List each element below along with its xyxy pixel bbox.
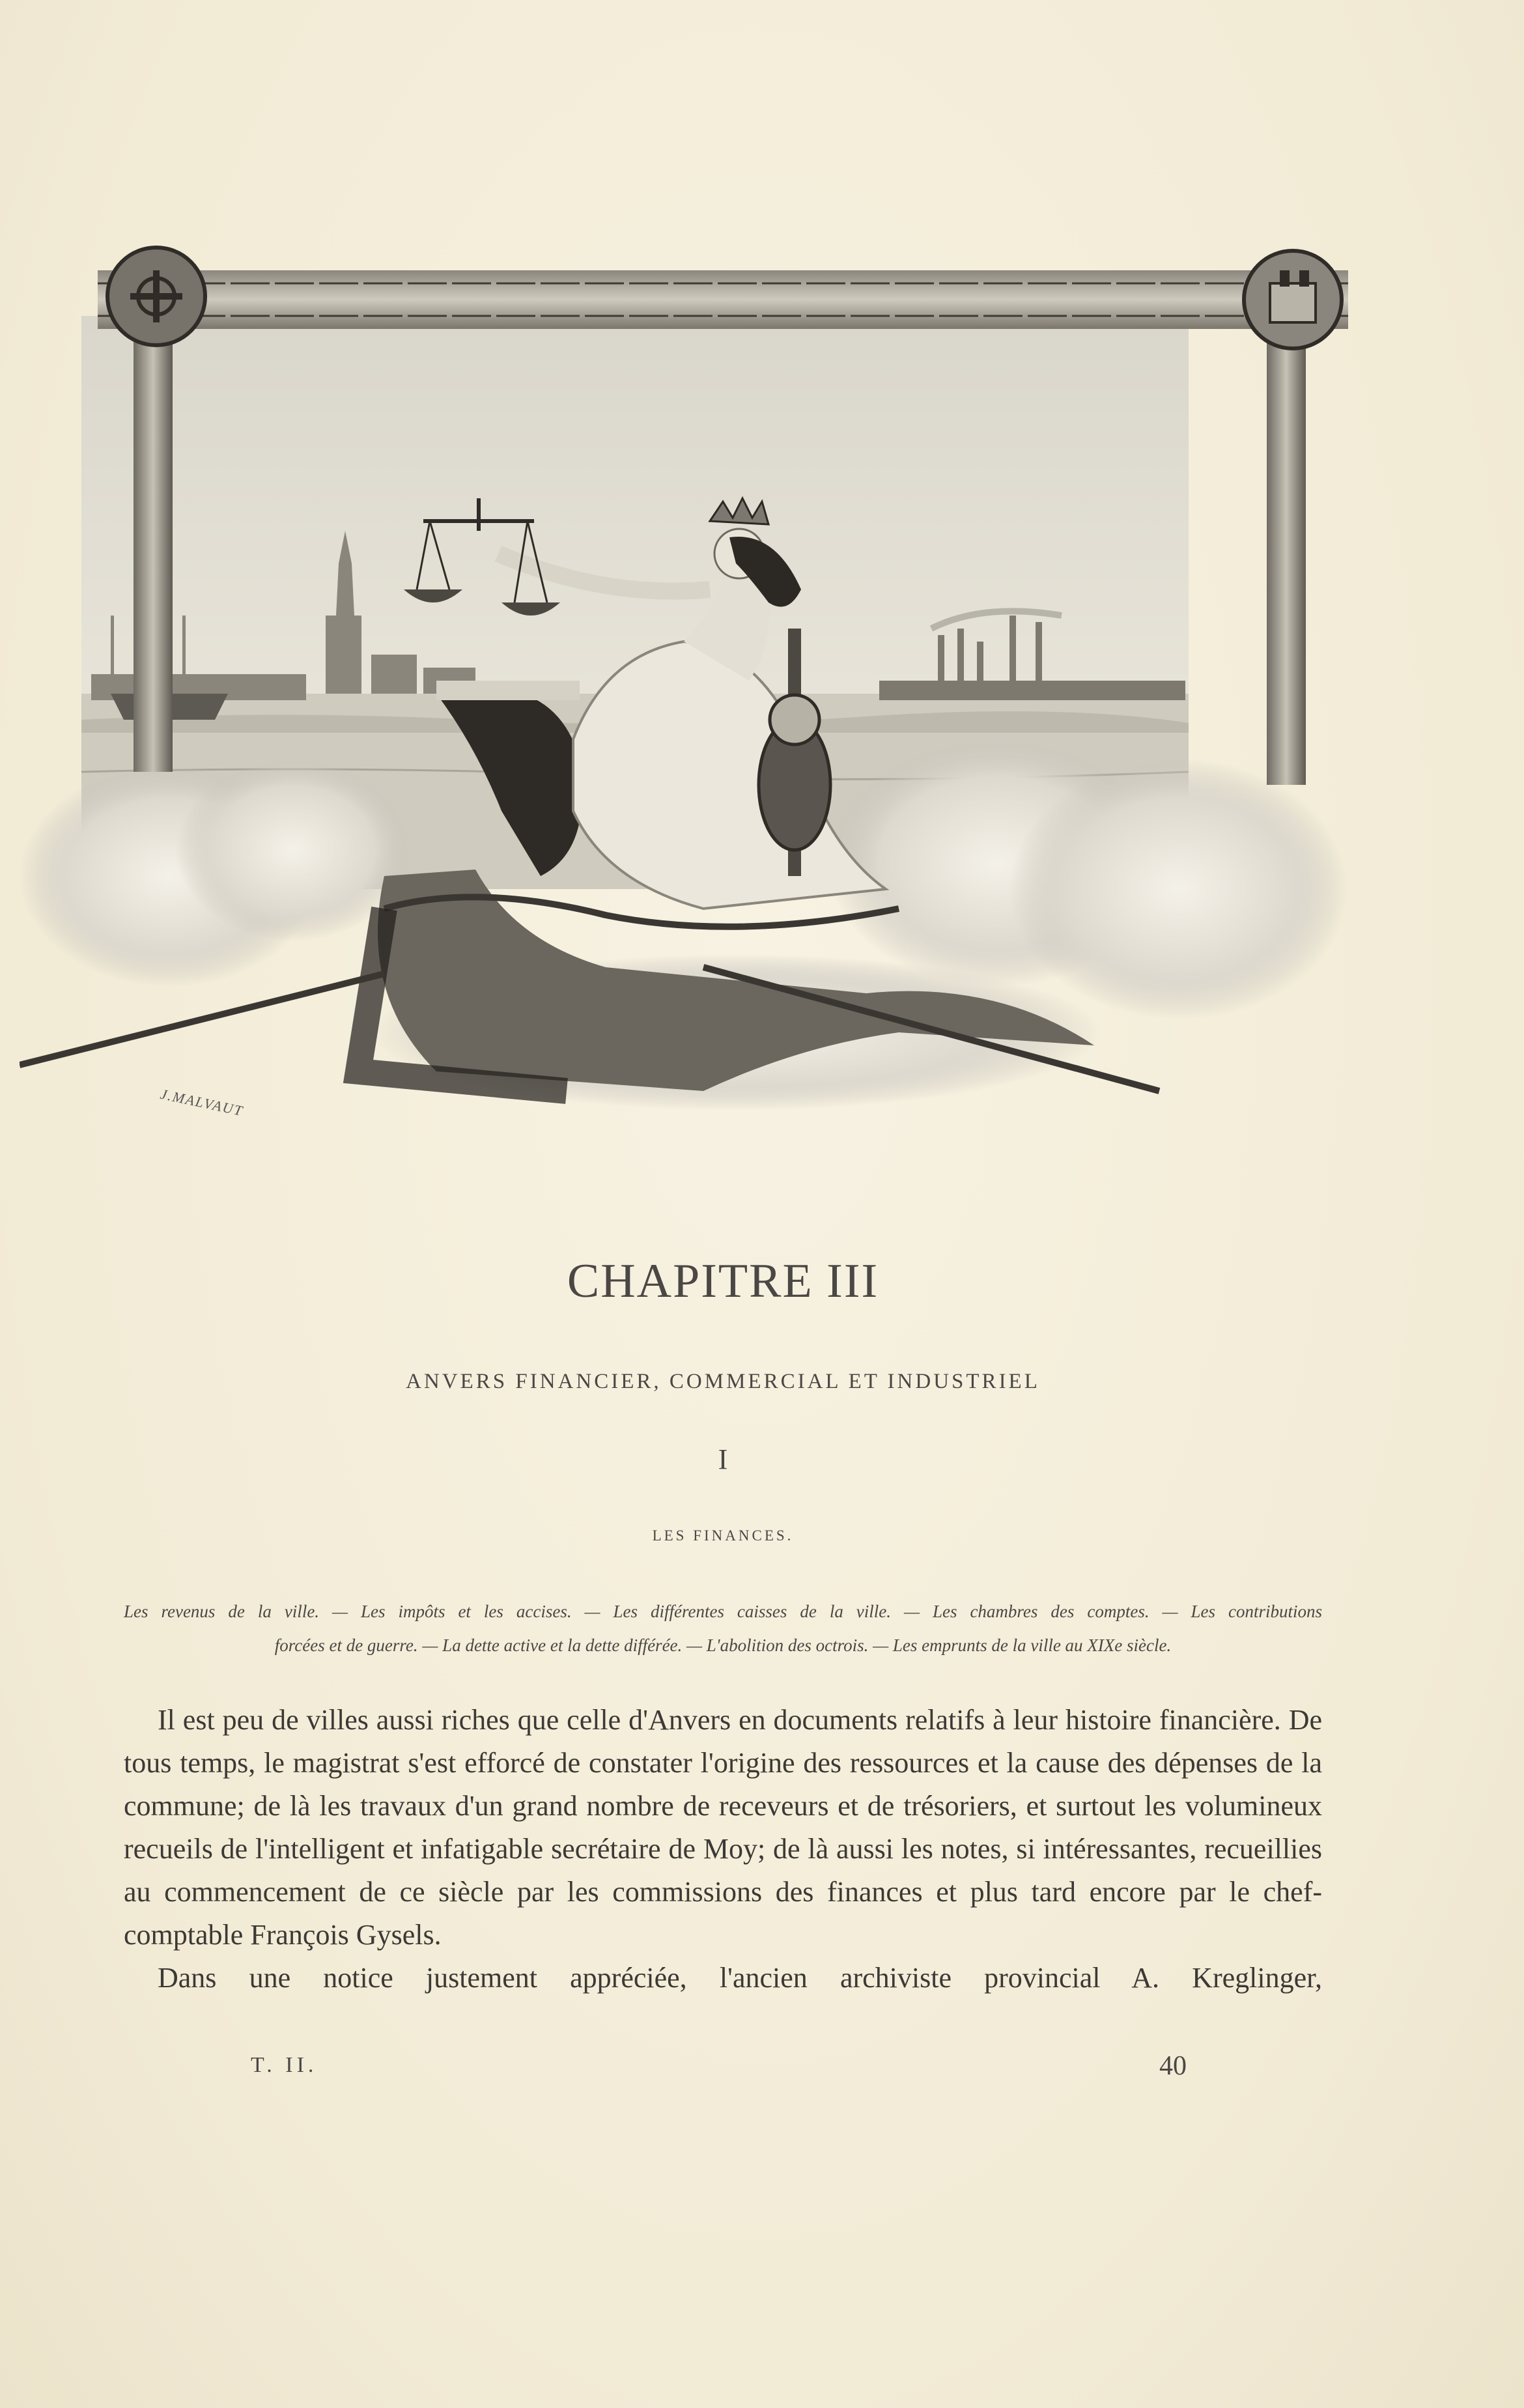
chapter-subtitle: ANVERS FINANCIER, COMMERCIAL ET INDUSTRIEL <box>406 1370 1040 1393</box>
section-title: LES FINANCES. <box>652 1527 794 1544</box>
paragraph-2: Dans une notice justement appréciée, l'ancien archiviste provincial A. Kreglinger, <box>158 1962 1322 1994</box>
summary-line-2: forcées et de guerre. — La dette active et la dette différée. — L'abolition des octrois. — Les emprunts de la ville au XIXe siècle. <box>274 1636 1172 1655</box>
volume-signature: T. II. <box>251 2053 318 2077</box>
chapter-illustration <box>20 225 1374 1150</box>
illustrator-signature: J.MALVAUT <box>158 1085 246 1120</box>
chapter-title: CHAPITRE III <box>567 1254 879 1308</box>
paragraph-1: Il est peu de villes aussi riches que celle d'Anvers en documents relatifs à leur histoire financière. De tous temps, le magistrat s'est efforcé de constater l'origine des ressources et la cause des dépenses de la commune; de là les travaux d'un grand nombre de receveurs et de trésoriers, et surtout les volumineux recueils de l'intelligent et infatigable secrétaire de Moy; de là aussi les notes, si intéressantes, recueillies au commencement de ce siècle par les commissions des finances et plus tard encore par le chef-comptable François Gysels. <box>124 1704 1322 1951</box>
page-number: 40 <box>1159 2051 1187 2081</box>
summary-line-1: Les revenus de la ville. — Les impôts et les accises. — Les différentes caisses de la ville. — Les chambres des comptes. — Les contributions <box>124 1602 1322 1621</box>
medallion-right <box>1244 251 1342 348</box>
frame-post-left <box>134 322 173 772</box>
section-number: I <box>718 1443 728 1475</box>
frame-top-bar <box>98 270 1348 329</box>
medallion-left <box>107 248 205 345</box>
body-text <box>124 1699 1322 2000</box>
chapter-summary <box>124 1594 1322 1662</box>
frame-post-right <box>1267 322 1306 785</box>
